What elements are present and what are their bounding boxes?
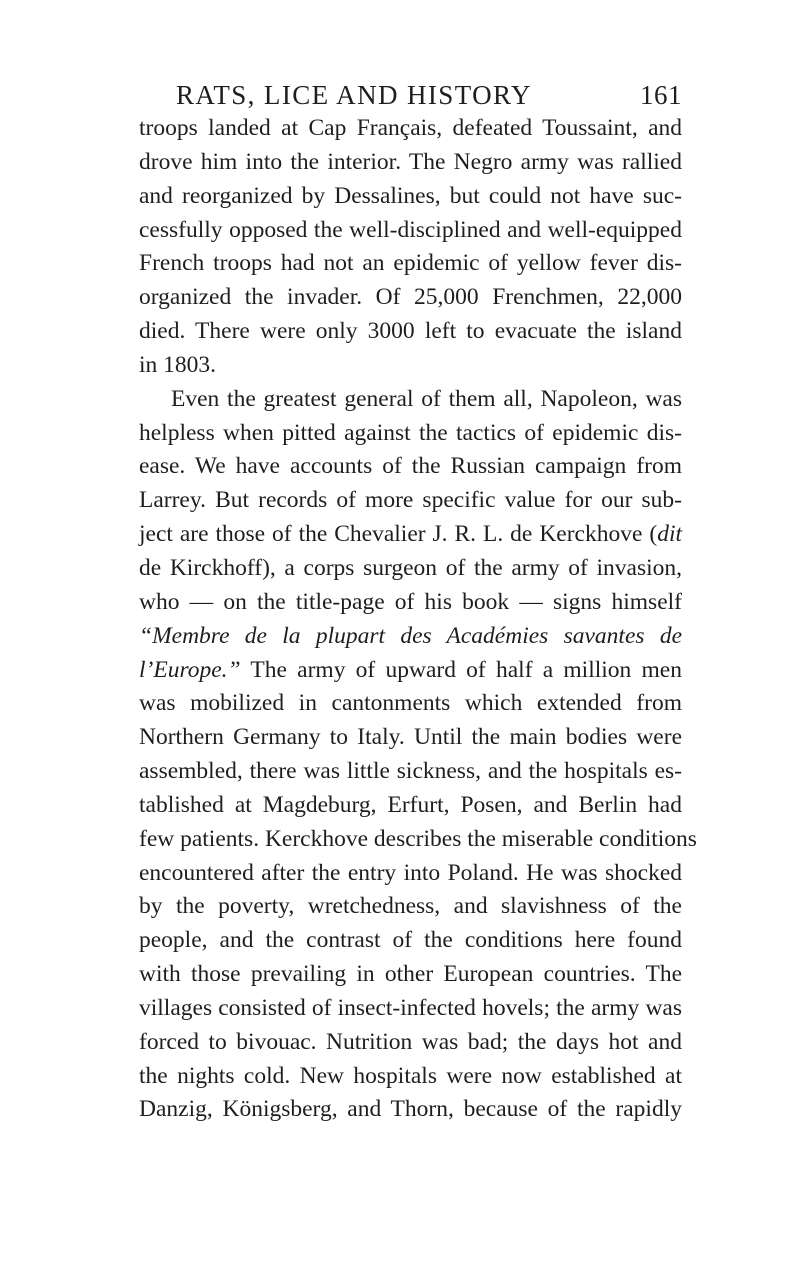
text-line: assembled, there was little sickness, and the hospitals es-: [139, 758, 682, 785]
text-line: people, and the contrast of the conditions here found: [139, 927, 682, 954]
text-line: Even the greatest general of them all, Napoleon, was: [171, 385, 682, 412]
text-line: helpless when pitted against the tactics of epidemic dis-: [139, 419, 682, 446]
running-head-title: RATS, LICE AND HISTORY: [176, 80, 532, 110]
text-line: encountered after the entry into Poland. He was shocked: [139, 859, 682, 886]
text-line: Northern Germany to Italy. Until the main bodies were: [139, 724, 682, 751]
text-line: who — on the title-page of his book — signs himself: [139, 588, 682, 615]
text-line: with those prevailing in other European countries. The: [139, 961, 682, 988]
text-line: Danzig, Königsberg, and Thorn, because of the rapidly: [139, 1096, 682, 1123]
text-line: by the poverty, wretchedness, and slavishness of the: [139, 893, 682, 920]
text-line: ject are those of the Chevalier J. R. L. de Kerckhove (dit: [139, 521, 682, 548]
text-line: organized the invader. Of 25,000 Frenchmen, 22,000: [139, 284, 682, 311]
text-line: was mobilized in cantonments which extended from: [139, 690, 682, 717]
text-line: l’Europe.” The army of upward of half a million men: [139, 656, 682, 683]
body-text: [139, 112, 697, 1127]
text-line: troops landed at Cap Français, defeated Toussaint, and: [139, 115, 682, 141]
page-number: 161: [640, 80, 682, 110]
text-line: drove him into the interior. The Negro army was rallied: [139, 148, 682, 175]
text-line: the nights cold. New hospitals were now established at: [139, 1062, 682, 1089]
text-line: died. There were only 3000 left to evacuate the island: [139, 318, 682, 345]
running-head: [176, 78, 682, 112]
text-line: Larrey. But records of more specific value for our sub-: [139, 487, 682, 514]
text-line: few patients. Kerckhove describes the miserable conditions: [139, 825, 697, 852]
text-line: forced to bivouac. Nutrition was bad; the days hot and: [139, 1028, 682, 1055]
text-line: “Membre de la plupart des Académies savantes de: [139, 622, 682, 649]
text-line: in 1803.: [139, 351, 217, 378]
text-line: villages consisted of insect-infected hovels; the army was: [139, 994, 682, 1021]
text-line: and reorganized by Dessalines, but could not have suc-: [139, 182, 682, 209]
text-line: cessfully opposed the well-disciplined and well-equipped: [139, 216, 682, 243]
text-line: de Kirckhoff), a corps surgeon of the army of invasion,: [139, 554, 682, 581]
text-line: French troops had not an epidemic of yellow fever dis-: [139, 250, 682, 277]
text-line: ease. We have accounts of the Russian campaign from: [139, 453, 682, 480]
text-line: tablished at Magdeburg, Erfurt, Posen, and Berlin had: [139, 791, 682, 818]
